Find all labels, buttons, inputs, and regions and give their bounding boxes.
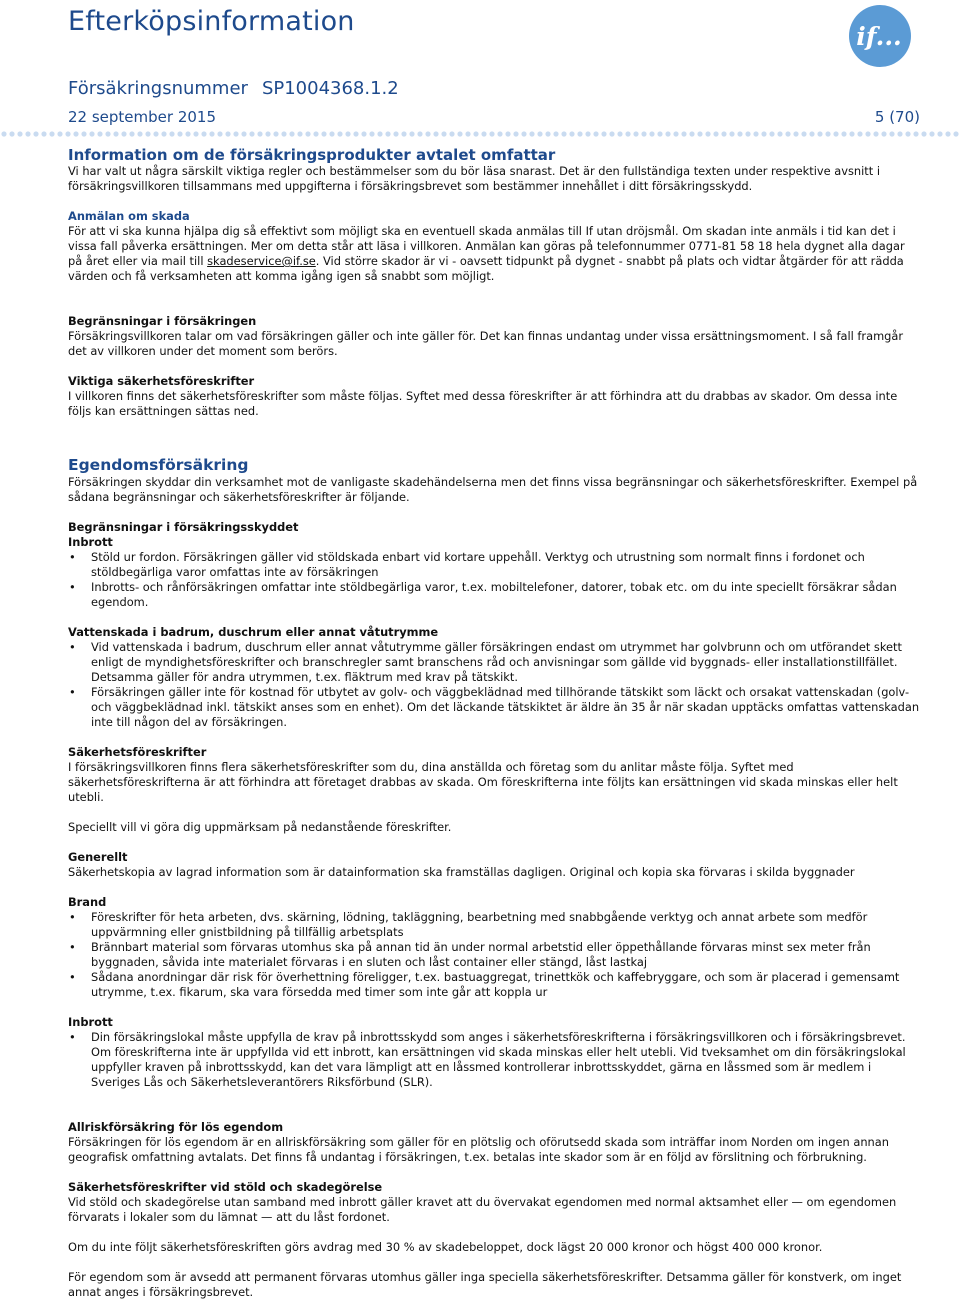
burglary2-heading: Inbrott [68,1015,113,1029]
info-heading: Information om de försäkringsprodukter avtalet omfattar [68,146,556,164]
burglary-heading: Inbrott [68,535,113,549]
limits-heading: Begränsningar i försäkringen [68,314,257,328]
property-heading: Egendomsförsäkring [68,456,249,474]
burglary-list [68,550,920,610]
policy-number: SP1004368.1.2 [261,78,399,99]
property-safety-text: I försäkringsvillkoren finns flera säkerhetsföreskrifter som du, dina anställda och företag som du anlitar måste följa. Syftet med säkerhetsföreskrifterna är att förhindra att företaget drabbas av skada. Om föreskrifterna inte följts kan ersättningen vid skada minskas eller helt utebli. [68,760,898,804]
policy-label: Försäkringsnummer [68,78,248,99]
coverage-limits-heading: Begränsningar i försäkringsskyddet [68,520,299,534]
general-heading: Generellt [68,850,128,864]
page-number: 5 (70) [874,108,920,126]
list-item: • Stöld ur fordon. Försäkringen gäller vid stöldskada enbart vid kortare uppehåll. Verktyg och utrustning som normalt finns i fordonet och stöldbegärliga varor omfattas inte av försäkringen [68,550,920,580]
list-item: • Din försäkringslokal måste uppfylla de krav på inbrottsskydd som anges i säkerhetsföreskrifterna i försäkringsvillkoren och i försäkringsbrevet. Om föreskrifterna inte är uppfyllda vid ett inbrott, kan ersättningen vid skada minskas eller helt utebli. Vid tveksamhet om din försäkringslokal uppfyller kraven på inbrottsskydd, kan det vara lämpligt att en låssmed kontrollerar inbrottsskyddet, gärna en låssmed som är medlem i Sveriges Lås och Säkerhetsleverantörers Riksförbund (SLR). [68,1030,920,1090]
theft-text: Vid stöld och skadegörelse utan samband med inbrott gäller kravet att du övervakat egendomen med normal aktsamhet eller — om egendomen förvarats i lokaler som du lämnat — att du låst fordonet. [68,1195,897,1224]
burglary2-list [68,1030,920,1090]
list-item: • Försäkringen gäller inte för kostnad för utbytet av golv- och väggbeklädnad med tillhörande tätskikt som läckt och orsakat vattenskadan (golv- och väggbeklädnad inkl. tätskikt anses som en enhet). Om det läckande tätskiktet är äldre än 35 år när skadan upptäcks omfattas vattenskadan inte till någon del av försäkringen. [68,685,920,730]
list-item: • Brännbart material som förvaras utomhus ska på annan tid än under normal arbetstid eller öppethållande förvaras minst sex meter från byggnaden, såvida inte materialet förvaras i en sluten och låst container eller stängd, låst lastkaj [68,940,920,970]
list-item: • Föreskrifter för heta arbeten, dvs. skärning, lödning, takläggning, bearbetning med snabbgående verktyg och annat arbete som medför uppvärmning eller gnistbildning på tillfällig arbetsplats [68,910,920,940]
document-body [68,146,920,1300]
safety-heading: Viktiga säkerhetsföreskrifter [68,374,255,388]
deduction-text: Om du inte följt säkerhetsföreskriften görs avdrag med 30 % av skadebeloppet, dock lägst 20 000 kronor och högst 400 000 kronor. [68,1240,823,1254]
date-line [68,108,920,126]
email-link[interactable]: skadeservice@if.se [207,254,316,268]
water-heading: Vattenskada i badrum, duschrum eller annat våtutrymme [68,625,439,639]
limits-text: Försäkringsvillkoren talar om vad försäkringen gäller och inte gäller för. Det kan finnas undantag under vissa ersättningsmoment. I så fall framgår det av villkoren under det moment som berörs. [68,329,904,358]
if-logo [848,4,912,68]
dotted-divider [0,130,960,138]
report-text: För att vi ska kunna hjälpa dig så effektivt som möjligt ska en eventuell skada anmälas till If utan dröjsmål. Om skadan inte anmäls i tid kan det i vissa fall påverka ersättningen. Mer om detta står att läsa i villkoren. Anmälan kan göras på telefonnummer 0771-81 58 18 hela dygnet alla dagar på året eller via mail till skadeservice@if.se. Vid större skador är vi - oavsett tidpunkt på dygnet - snabbt på plats och vidtar åtgärder för att rädda värden och få verksamheten att komma igång igen så snabbt som möjligt. [68,224,905,283]
policy-number-line [68,78,413,99]
theft-heading: Säkerhetsföreskrifter vid stöld och skadegörelse [68,1180,383,1194]
list-item: • Vid vattenskada i badrum, duschrum eller annat våtutrymme gäller försäkringen endast om utrymmet har golvbrunn och om utförandet skett enligt de myndighetsföreskrifter och branschregler samt branschens råd och anvisningar som gällde vid byggnads- eller installationstillfället. Detsamma gäller för andra utrymmen, t.ex. fläktrum med krav på tätskikt. [68,640,920,685]
page-title: Efterköpsinformation [68,6,355,37]
fire-heading: Brand [68,895,107,909]
general-text: Säkerhetskopia av lagrad information som är datainformation ska framställas dagligen. Original och kopia ska förvaras i skilda byggnader [68,865,855,879]
list-item: • Inbrotts- och rånförsäkringen omfattar inte stöldbegärliga varor, t.ex. mobiltelefoner, datorer, tobak etc. om du inte speciellt försäkrar sådan egendom. [68,580,920,610]
document-date: 22 september 2015 [68,108,217,126]
allrisk-text: Försäkringen för lös egendom är en allriskförsäkring som gäller för en plötslig och oförutsedd skada som inträffar inom Norden om ingen annan geografisk omfattning avtalats. Det finns få undantag i försäkringen, t.ex. betalas inte skador som är en följd av förslitning och förbrukning. [68,1135,889,1164]
list-item: • Sådana anordningar där risk för överhettning föreligger, t.ex. bastuaggregat, trinettkök och kaffebryggare, och som är placerad i gemensamt utrymme, t.ex. fikarum, ska vara försedda med timer som inte går att koppla ur [68,970,920,1000]
fire-list [68,910,920,1000]
property-safety-heading: Säkerhetsföreskrifter [68,745,207,759]
attention-text: Speciellt vill vi göra dig uppmärksam på nedanstående föreskrifter. [68,820,452,834]
property-intro: Försäkringen skyddar din verksamhet mot de vanligaste skadehändelserna men det finns vissa begränsningar och säkerhetsföreskrifter. Exempel på sådana begränsningar och säkerhetsföreskrifter är följande. [68,475,918,504]
logo-text: if... [856,22,902,51]
info-intro: Vi har valt ut några särskilt viktiga regler och bestämmelser som du bör läsa snarast. Det är den fullständiga texten under respektive avsnitt i försäkringsvillkoren tillsammans med uppgifterna i försäkringsbrevet som bestämmer innehållet i ditt försäkringsskydd. [68,164,880,193]
allrisk-heading: Allriskförsäkring för lös egendom [68,1120,284,1134]
safety-text: I villkoren finns det säkerhetsföreskrifter som måste följas. Syftet med dessa föreskrifter är att förhindra att du drabbas av skador. Om dessa inte följs kan ersättningen sättas ned. [68,389,898,418]
report-heading: Anmälan om skada [68,209,190,223]
water-list [68,640,920,730]
permanent-text: För egendom som är avsedd att permanent förvaras utomhus gäller inga speciella säkerhetsföreskrifter. Detsamma gäller för konstverk, om inget annat anges i försäkringsbrevet. [68,1270,902,1299]
